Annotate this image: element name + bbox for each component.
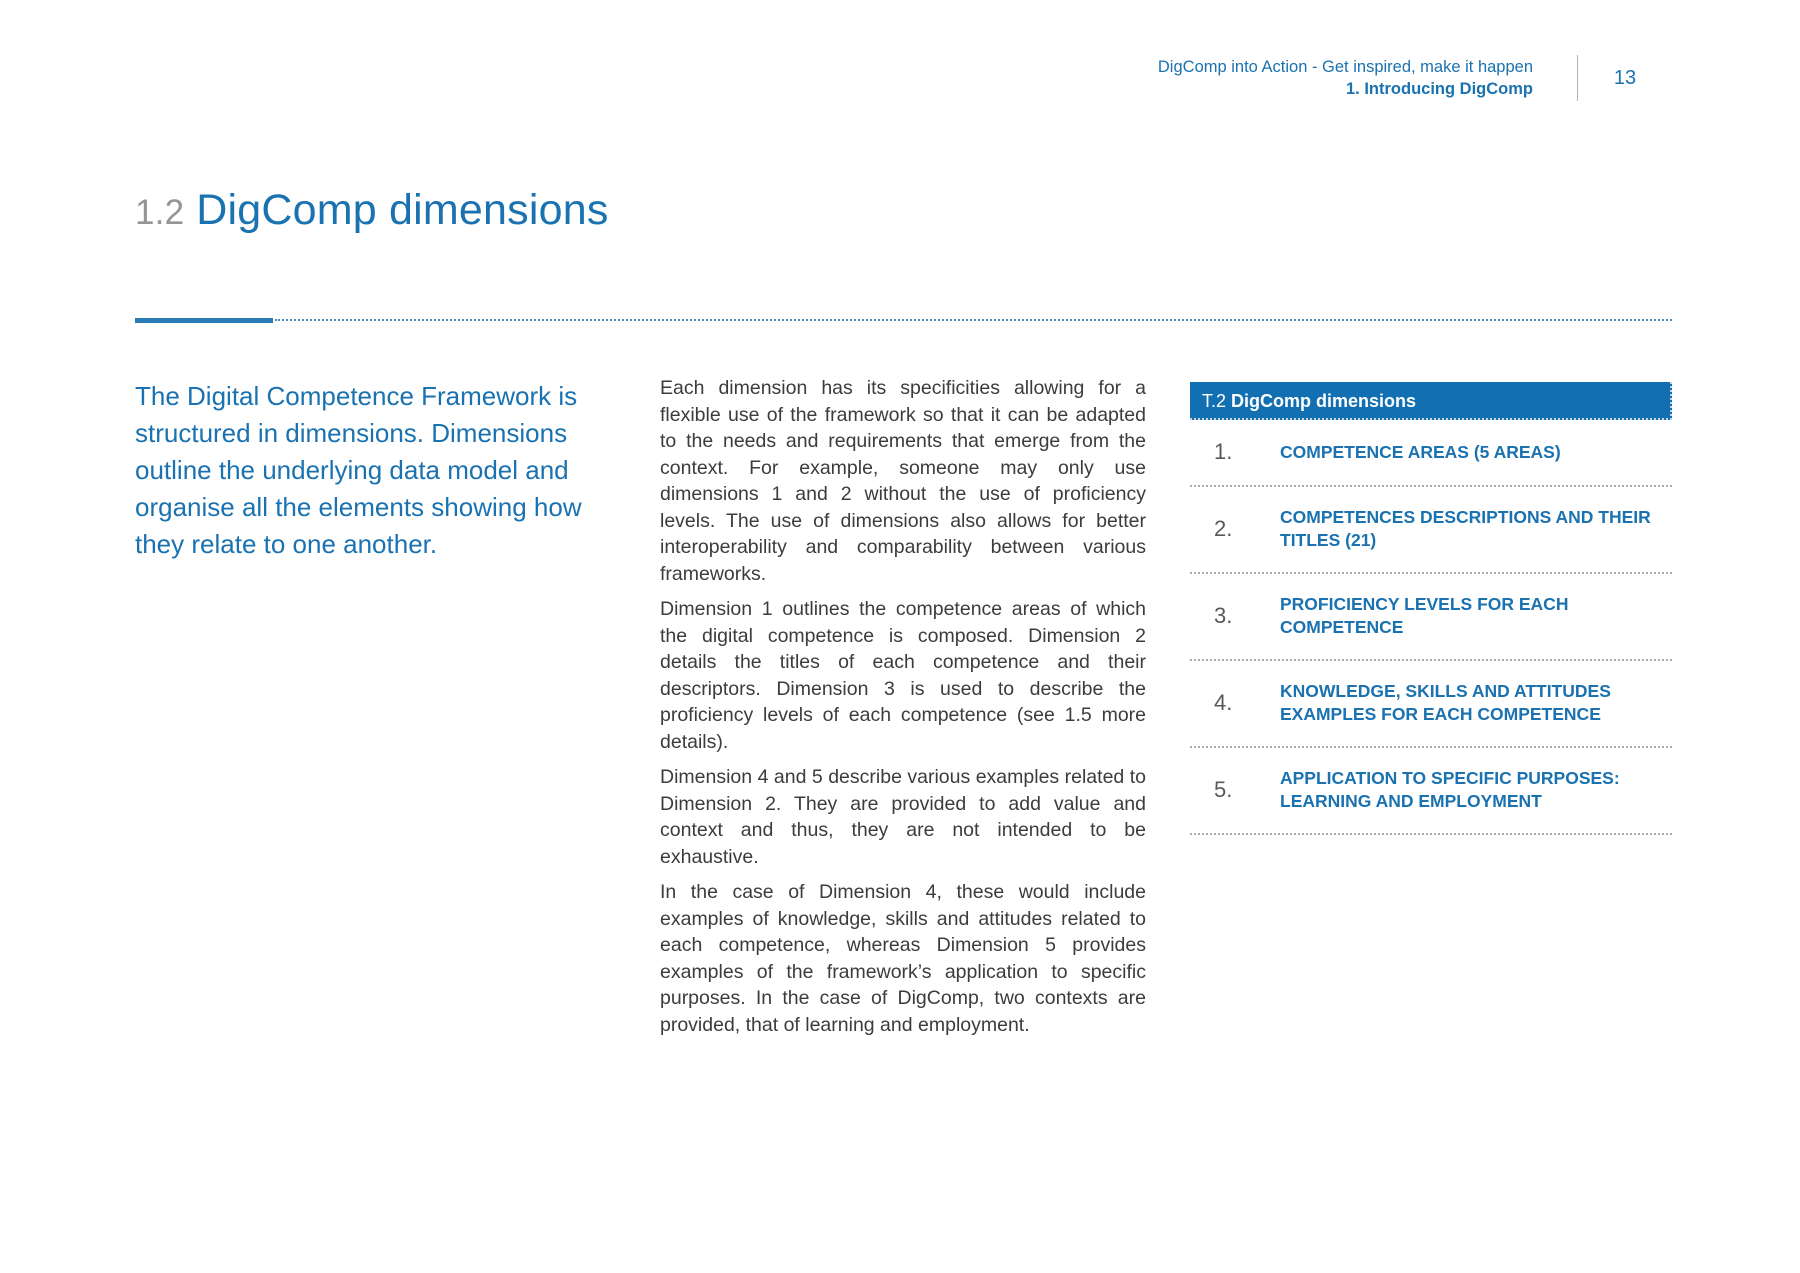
row-text: APPLICATION TO SPECIFIC PURPOSES: LEARNING AND EMPLOYMENT bbox=[1280, 768, 1620, 811]
page-number: 13 bbox=[1613, 66, 1637, 89]
row-number: 1. bbox=[1214, 439, 1233, 464]
row-text: COMPETENCES DESCRIPTIONS AND THEIR TITLES (21) bbox=[1280, 507, 1651, 550]
row-number: 4. bbox=[1214, 690, 1233, 715]
section-title bbox=[135, 186, 609, 235]
body-paragraph: Dimension 1 outlines the competence areas of which the digital competence is composed. Dimension 2 details the titles of each competence and their descriptors. Dimension 3 is used to describe the proficiency levels of each competence (see 1.5 more details). bbox=[660, 598, 1146, 753]
row-number: 2. bbox=[1214, 516, 1233, 541]
section-title-text: DigComp dimensions bbox=[196, 186, 609, 234]
chapter-title: 1. Introducing DigComp bbox=[1346, 80, 1533, 98]
table-row bbox=[1190, 487, 1672, 574]
table-row bbox=[1190, 420, 1672, 487]
row-number: 3. bbox=[1214, 603, 1233, 628]
table-title: DigComp dimensions bbox=[1231, 391, 1417, 411]
running-header bbox=[1158, 55, 1672, 101]
book-title: DigComp into Action - Get inspired, make it happen bbox=[1157, 58, 1533, 76]
title-divider bbox=[135, 318, 1672, 324]
divider-solid-segment bbox=[135, 318, 273, 323]
lead-column bbox=[135, 378, 585, 563]
row-number: 5. bbox=[1214, 777, 1233, 802]
divider-dotted-line bbox=[275, 319, 1672, 321]
dimensions-table bbox=[1190, 382, 1672, 835]
table-header-bar bbox=[1190, 382, 1672, 420]
running-header-text bbox=[1158, 56, 1533, 100]
row-text: KNOWLEDGE, SKILLS AND ATTITUDES EXAMPLES FOR EACH COMPETENCE bbox=[1280, 681, 1611, 724]
body-column bbox=[660, 375, 1146, 1047]
table-row bbox=[1190, 574, 1672, 661]
body-paragraph: Dimension 4 and 5 describe various examples related to Dimension 2. They are provided to add value and context and thus, they are not intended to be exhaustive. bbox=[660, 766, 1146, 868]
row-text: PROFICIENCY LEVELS FOR EACH COMPETENCE bbox=[1280, 594, 1569, 637]
section-number: 1.2 bbox=[135, 193, 185, 232]
body-paragraph: Each dimension has its specificities allowing for a flexible use of the framework so that it can be adapted to the needs and requirements that emerge from the context. For example, someone may only use dimensions 1 and 2 without the use of proficiency levels. The use of dimensions also allows for better interoperability and comparability between various frameworks. bbox=[660, 377, 1146, 585]
table-row bbox=[1190, 748, 1672, 835]
table-label: T.2 bbox=[1202, 391, 1227, 411]
body-paragraph: In the case of Dimension 4, these would include examples of knowledge, skills and attitudes related to each competence, whereas Dimension 5 provides examples of the framework’s application to specific purposes. In the case of DigComp, two contexts are provided, that of learning and employment. bbox=[660, 881, 1146, 1036]
lead-paragraph: The Digital Competence Framework is structured in dimensions. Dimensions outline the underlying data model and organise all the elements showing how they relate to one another. bbox=[135, 381, 582, 559]
row-text: COMPETENCE AREAS (5 AREAS) bbox=[1280, 441, 1561, 462]
table-row bbox=[1190, 661, 1672, 748]
